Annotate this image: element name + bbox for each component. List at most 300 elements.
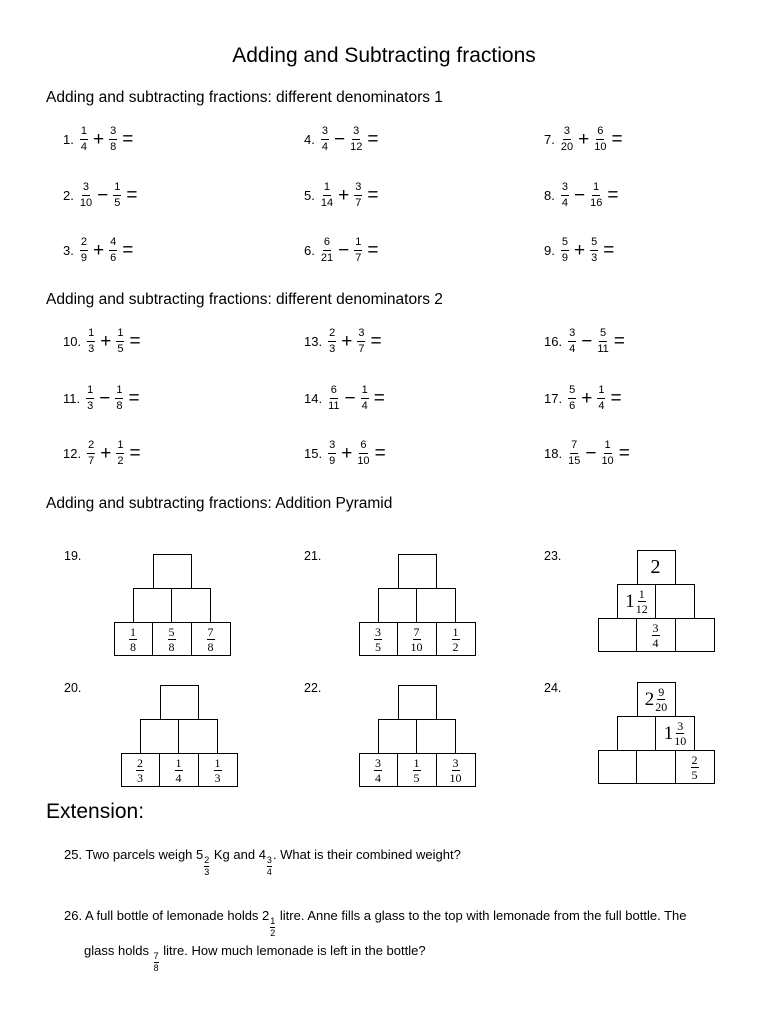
equals-sign: = bbox=[611, 128, 623, 150]
fraction bbox=[597, 385, 605, 412]
fraction bbox=[136, 757, 144, 784]
numerator: 3 bbox=[357, 328, 365, 342]
denominator: 10 bbox=[357, 454, 370, 467]
fraction bbox=[270, 917, 275, 938]
fraction bbox=[590, 237, 598, 264]
equals-sign: = bbox=[618, 442, 630, 464]
problem-number: 7. bbox=[544, 131, 555, 147]
fraction bbox=[354, 182, 362, 209]
numerator: 1 bbox=[214, 755, 221, 770]
section-heading-2: Adding and subtracting fractions: different denominators 2 bbox=[46, 291, 443, 308]
pyramid-bottom-cell bbox=[191, 622, 231, 656]
problem-number: 4. bbox=[304, 131, 315, 147]
denominator: 20 bbox=[560, 140, 574, 153]
pyramid-middle-cell bbox=[416, 588, 456, 623]
numerator: 3 bbox=[375, 755, 381, 770]
page-title: Adding and Subtracting fractions bbox=[232, 44, 536, 67]
numerator: 1 bbox=[452, 624, 459, 639]
question-26 bbox=[64, 903, 724, 973]
pyramid-number: 23. bbox=[544, 549, 562, 563]
extension-heading: Extension: bbox=[46, 800, 145, 823]
numerator: 5 bbox=[568, 385, 576, 399]
problem-number: 12. bbox=[63, 445, 82, 461]
pyramid-middle-cell bbox=[178, 719, 218, 754]
whole-number: 2 bbox=[650, 556, 661, 578]
whole-number: 2 bbox=[644, 688, 655, 710]
denominator: 2 bbox=[270, 928, 276, 938]
numerator: 1 bbox=[592, 182, 600, 196]
question-number: 26. bbox=[64, 908, 83, 923]
denominator: 5 bbox=[691, 767, 698, 782]
fraction bbox=[129, 626, 137, 653]
pyramid-bottom-cell bbox=[598, 750, 637, 784]
numerator: 3 bbox=[652, 620, 659, 635]
problem-number: 13. bbox=[304, 333, 323, 349]
pyramid-bottom-cell bbox=[359, 753, 398, 787]
pyramid-middle-cell bbox=[617, 584, 656, 619]
problem-12 bbox=[63, 435, 141, 471]
pyramid-number: 21. bbox=[304, 549, 322, 563]
denominator: 6 bbox=[569, 399, 576, 412]
fraction bbox=[652, 622, 660, 649]
denominator: 16 bbox=[590, 196, 603, 209]
question-text: litre. How much lemonade is left in the bottle? bbox=[159, 943, 426, 958]
numerator: 1 bbox=[86, 385, 94, 399]
equals-sign: = bbox=[610, 387, 622, 409]
problem-number: 16. bbox=[544, 333, 563, 349]
pyramid-middle-cell bbox=[378, 719, 417, 754]
equals-sign: = bbox=[603, 239, 615, 261]
equals-sign: = bbox=[129, 330, 141, 352]
pyramid-bottom-cell bbox=[675, 750, 715, 784]
denominator: 8 bbox=[153, 963, 159, 973]
problem-3 bbox=[63, 232, 133, 268]
fraction bbox=[321, 237, 333, 264]
equals-sign: = bbox=[367, 239, 379, 261]
numerator: 3 bbox=[352, 126, 360, 140]
numerator: 7 bbox=[207, 624, 214, 639]
denominator: 15 bbox=[568, 454, 581, 467]
pyramid-middle-cell bbox=[617, 716, 656, 751]
denominator: 7 bbox=[358, 342, 365, 355]
pyramid-top-cell bbox=[398, 685, 437, 720]
denominator: 4 bbox=[598, 399, 605, 412]
denominator: 4 bbox=[266, 867, 272, 877]
fraction bbox=[561, 182, 569, 209]
denominator: 3 bbox=[88, 342, 95, 355]
pyramid-middle-cell bbox=[171, 588, 211, 623]
problem-13 bbox=[304, 323, 382, 359]
denominator: 5 bbox=[117, 342, 124, 355]
denominator: 8 bbox=[130, 639, 136, 654]
fraction bbox=[214, 757, 222, 784]
fraction bbox=[80, 126, 88, 153]
problem-number: 2. bbox=[63, 187, 74, 203]
pyramid-top-cell bbox=[637, 550, 676, 585]
fraction bbox=[597, 328, 608, 355]
denominator: 3 bbox=[204, 867, 210, 877]
problem-number: 14. bbox=[304, 390, 323, 406]
denominator: 11 bbox=[328, 399, 340, 412]
numerator: 3 bbox=[328, 440, 336, 454]
pyramid-number: 24. bbox=[544, 681, 562, 695]
numerator: 1 bbox=[270, 916, 276, 926]
question-text: . What is their combined weight? bbox=[272, 847, 461, 862]
denominator: 10 bbox=[674, 734, 687, 748]
question-text: glass holds bbox=[84, 943, 153, 958]
equals-sign: = bbox=[122, 239, 134, 261]
numerator: 6 bbox=[330, 385, 338, 399]
fraction bbox=[361, 385, 369, 412]
problem-8 bbox=[544, 177, 618, 213]
equals-sign: = bbox=[129, 442, 141, 464]
fraction bbox=[374, 757, 382, 784]
numerator: 3 bbox=[82, 182, 90, 196]
operator: + bbox=[341, 330, 353, 352]
pyramid-number: 22. bbox=[304, 681, 322, 695]
numerator: 6 bbox=[359, 440, 367, 454]
operator: − bbox=[585, 442, 597, 464]
denominator: 10 bbox=[79, 196, 93, 209]
numerator: 3 bbox=[321, 126, 329, 140]
question-text: Kg and 4 bbox=[210, 847, 266, 862]
numerator: 9 bbox=[658, 685, 665, 699]
pyramid-middle-cell bbox=[416, 719, 456, 754]
pyramid-bottom-cell bbox=[159, 753, 199, 787]
numerator: 5 bbox=[561, 237, 569, 251]
problem-16 bbox=[544, 323, 625, 359]
denominator: 9 bbox=[80, 251, 87, 264]
pyramid-top-cell bbox=[160, 685, 199, 720]
problem-number: 17. bbox=[544, 390, 563, 406]
numerator: 2 bbox=[80, 237, 88, 251]
operator: − bbox=[344, 387, 356, 409]
operator: − bbox=[573, 184, 586, 206]
numerator: 5 bbox=[590, 237, 598, 251]
question-number: 25. bbox=[64, 847, 83, 862]
operator: + bbox=[578, 128, 590, 150]
fraction bbox=[655, 686, 667, 713]
denominator: 7 bbox=[88, 454, 95, 467]
denominator: 3 bbox=[214, 770, 221, 785]
pyramid-middle-cell bbox=[140, 719, 179, 754]
problem-4 bbox=[304, 121, 378, 157]
numerator: 2 bbox=[328, 328, 336, 342]
numerator: 4 bbox=[109, 237, 117, 251]
fraction bbox=[691, 754, 699, 781]
numerator: 1 bbox=[323, 182, 331, 196]
equals-sign: = bbox=[367, 184, 379, 206]
fraction bbox=[175, 757, 183, 784]
denominator: 20 bbox=[655, 700, 668, 714]
numerator: 1 bbox=[361, 385, 369, 399]
numerator: 1 bbox=[604, 440, 612, 454]
equals-sign: = bbox=[122, 128, 134, 150]
denominator: 10 bbox=[449, 770, 462, 785]
denominator: 21 bbox=[320, 251, 334, 264]
problem-number: 5. bbox=[304, 187, 315, 203]
numerator: 1 bbox=[638, 587, 645, 601]
operator: + bbox=[92, 128, 105, 150]
equals-sign: = bbox=[370, 330, 382, 352]
fraction bbox=[86, 385, 94, 412]
pyramid-bottom-cell bbox=[636, 750, 676, 784]
fraction bbox=[116, 328, 124, 355]
denominator: 5 bbox=[114, 196, 121, 209]
fraction bbox=[109, 126, 117, 153]
fraction bbox=[115, 385, 123, 412]
problem-number: 18. bbox=[544, 445, 563, 461]
problem-number: 8. bbox=[544, 187, 555, 203]
fraction bbox=[328, 328, 336, 355]
fraction bbox=[594, 126, 606, 153]
fraction bbox=[601, 440, 613, 467]
equals-sign: = bbox=[613, 330, 625, 352]
fraction bbox=[354, 237, 362, 264]
denominator: 3 bbox=[137, 770, 143, 785]
problem-10 bbox=[63, 323, 141, 359]
fraction bbox=[413, 757, 421, 784]
denominator: 10 bbox=[601, 454, 614, 467]
denominator: 14 bbox=[320, 196, 334, 209]
denominator: 5 bbox=[413, 770, 420, 785]
question-text: A full bottle of lemonade holds 2 bbox=[84, 908, 270, 923]
numerator: 2 bbox=[204, 855, 210, 865]
denominator: 4 bbox=[652, 635, 659, 650]
fraction bbox=[80, 182, 92, 209]
pyramid-bottom-cell bbox=[397, 753, 437, 787]
fraction bbox=[109, 237, 117, 264]
denominator: 8 bbox=[116, 399, 123, 412]
operator: + bbox=[338, 184, 350, 206]
denominator: 2 bbox=[452, 639, 459, 654]
pyramid-bottom-cell bbox=[436, 622, 476, 656]
denominator: 7 bbox=[355, 251, 362, 264]
pyramid-bottom-cell bbox=[598, 618, 637, 652]
denominator: 3 bbox=[87, 399, 94, 412]
operator: + bbox=[581, 387, 593, 409]
question-text: litre. Anne fills a glass to the top with lemonade from the full bottle. The bbox=[276, 908, 687, 923]
fraction bbox=[674, 720, 686, 747]
pyramid-bottom-cell bbox=[436, 753, 476, 787]
numerator: 6 bbox=[596, 126, 604, 140]
denominator: 4 bbox=[561, 196, 568, 209]
denominator: 8 bbox=[168, 639, 175, 654]
operator: + bbox=[573, 239, 586, 261]
numerator: 7 bbox=[570, 440, 578, 454]
fraction bbox=[568, 328, 576, 355]
fraction bbox=[113, 182, 121, 209]
pyramid-bottom-cell bbox=[397, 622, 437, 656]
pyramid-bottom-cell bbox=[121, 753, 160, 787]
numerator: 3 bbox=[266, 855, 272, 865]
pyramid-top-cell bbox=[637, 682, 676, 717]
numerator: 3 bbox=[677, 719, 684, 733]
denominator: 9 bbox=[561, 251, 568, 264]
fraction bbox=[568, 385, 576, 412]
problem-17 bbox=[544, 380, 622, 416]
fraction bbox=[328, 385, 339, 412]
operator: + bbox=[100, 330, 112, 352]
problem-number: 10. bbox=[63, 333, 82, 349]
denominator: 4 bbox=[175, 770, 182, 785]
problem-number: 1. bbox=[63, 131, 74, 147]
fraction bbox=[207, 626, 215, 653]
denominator: 4 bbox=[80, 140, 87, 153]
question-text: Two parcels weigh 5 bbox=[85, 847, 204, 862]
numerator: 6 bbox=[323, 237, 331, 251]
fraction bbox=[204, 856, 209, 877]
operator: − bbox=[99, 387, 111, 409]
numerator: 5 bbox=[599, 328, 607, 342]
pyramid-number: 19. bbox=[64, 549, 82, 563]
numerator: 1 bbox=[130, 624, 136, 639]
fraction bbox=[321, 182, 333, 209]
numerator: 3 bbox=[375, 624, 381, 639]
numerator: 7 bbox=[153, 951, 159, 961]
pyramid-middle-cell bbox=[378, 588, 417, 623]
fraction bbox=[350, 126, 362, 153]
problem-number: 15. bbox=[304, 445, 323, 461]
denominator: 3 bbox=[591, 251, 598, 264]
problem-number: 6. bbox=[304, 242, 315, 258]
problem-2 bbox=[63, 177, 137, 213]
pyramid-bottom-cell bbox=[152, 622, 192, 656]
problem-1 bbox=[63, 121, 133, 157]
denominator: 10 bbox=[410, 639, 423, 654]
numerator: 1 bbox=[175, 755, 182, 770]
equals-sign: = bbox=[373, 387, 385, 409]
problem-7 bbox=[544, 121, 623, 157]
denominator: 10 bbox=[594, 140, 607, 153]
numerator: 2 bbox=[137, 755, 143, 770]
operator: − bbox=[338, 239, 350, 261]
pyramid-bottom-cell bbox=[675, 618, 715, 652]
numerator: 1 bbox=[597, 385, 605, 399]
fraction bbox=[561, 237, 569, 264]
fraction bbox=[357, 440, 369, 467]
pyramid-middle-cell bbox=[655, 716, 695, 751]
numerator: 5 bbox=[168, 624, 175, 639]
numerator: 3 bbox=[563, 126, 571, 140]
operator: + bbox=[92, 239, 105, 261]
denominator: 9 bbox=[329, 454, 336, 467]
denominator: 5 bbox=[375, 639, 381, 654]
numerator: 2 bbox=[691, 752, 698, 767]
numerator: 1 bbox=[116, 328, 124, 342]
denominator: 6 bbox=[110, 251, 117, 264]
problem-14 bbox=[304, 380, 385, 416]
fraction bbox=[116, 440, 124, 467]
fraction bbox=[590, 182, 602, 209]
numerator: 3 bbox=[568, 328, 576, 342]
operator: − bbox=[333, 128, 346, 150]
numerator: 1 bbox=[80, 126, 88, 140]
numerator: 3 bbox=[354, 182, 362, 196]
numerator: 1 bbox=[115, 385, 123, 399]
pyramid-bottom-cell bbox=[114, 622, 153, 656]
problem-11 bbox=[63, 380, 140, 416]
fraction bbox=[168, 626, 176, 653]
equals-sign: = bbox=[374, 442, 386, 464]
pyramid-bottom-cell bbox=[198, 753, 238, 787]
denominator: 11 bbox=[597, 342, 609, 355]
pyramid-top-cell bbox=[398, 554, 437, 589]
section-heading-3: Adding and subtracting fractions: Addition Pyramid bbox=[46, 495, 393, 512]
equals-sign: = bbox=[607, 184, 619, 206]
denominator: 2 bbox=[117, 454, 124, 467]
pyramid-top-cell bbox=[153, 554, 192, 589]
fraction bbox=[328, 440, 336, 467]
fraction bbox=[374, 626, 382, 653]
pyramid-bottom-cell bbox=[636, 618, 676, 652]
denominator: 7 bbox=[355, 196, 362, 209]
denominator: 4 bbox=[361, 399, 368, 412]
fraction bbox=[450, 757, 462, 784]
problem-number: 3. bbox=[63, 242, 74, 258]
denominator: 12 bbox=[635, 602, 648, 616]
whole-number: 1 bbox=[625, 590, 635, 612]
problem-number: 9. bbox=[544, 242, 555, 258]
operator: + bbox=[100, 442, 112, 464]
equals-sign: = bbox=[367, 128, 379, 150]
problem-number: 11. bbox=[63, 390, 81, 406]
pyramid-bottom-cell bbox=[359, 622, 398, 656]
numerator: 3 bbox=[109, 126, 117, 140]
equals-sign: = bbox=[126, 184, 138, 206]
denominator: 12 bbox=[350, 140, 363, 153]
denominator: 8 bbox=[207, 639, 214, 654]
section-heading-1: Adding and subtracting fractions: different denominators 1 bbox=[46, 89, 443, 106]
problem-15 bbox=[304, 435, 386, 471]
fraction bbox=[561, 126, 573, 153]
denominator: 4 bbox=[321, 140, 328, 153]
fraction bbox=[154, 952, 159, 973]
denominator: 4 bbox=[375, 770, 381, 785]
denominator: 8 bbox=[110, 140, 117, 153]
operator: + bbox=[341, 442, 353, 464]
fraction bbox=[636, 588, 648, 615]
pyramid-number: 20. bbox=[64, 681, 82, 695]
problem-6 bbox=[304, 232, 378, 268]
numerator: 1 bbox=[113, 182, 121, 196]
problem-18 bbox=[544, 435, 630, 471]
numerator: 1 bbox=[116, 440, 124, 454]
denominator: 3 bbox=[329, 342, 336, 355]
fraction bbox=[452, 626, 460, 653]
fraction bbox=[267, 856, 272, 877]
equals-sign: = bbox=[128, 387, 140, 409]
fraction bbox=[568, 440, 580, 467]
question-25 bbox=[64, 842, 461, 877]
numerator: 1 bbox=[87, 328, 95, 342]
numerator: 3 bbox=[561, 182, 569, 196]
fraction bbox=[357, 328, 365, 355]
fraction bbox=[80, 237, 88, 264]
operator: − bbox=[581, 330, 593, 352]
denominator: 4 bbox=[569, 342, 576, 355]
fraction bbox=[321, 126, 329, 153]
fraction bbox=[411, 626, 423, 653]
numerator: 3 bbox=[452, 755, 459, 770]
numerator: 1 bbox=[413, 755, 420, 770]
numerator: 7 bbox=[413, 624, 420, 639]
pyramid-middle-cell bbox=[655, 584, 695, 619]
numerator: 2 bbox=[87, 440, 95, 454]
whole-number: 1 bbox=[663, 722, 674, 744]
pyramid-middle-cell bbox=[133, 588, 172, 623]
numerator: 1 bbox=[354, 237, 362, 251]
